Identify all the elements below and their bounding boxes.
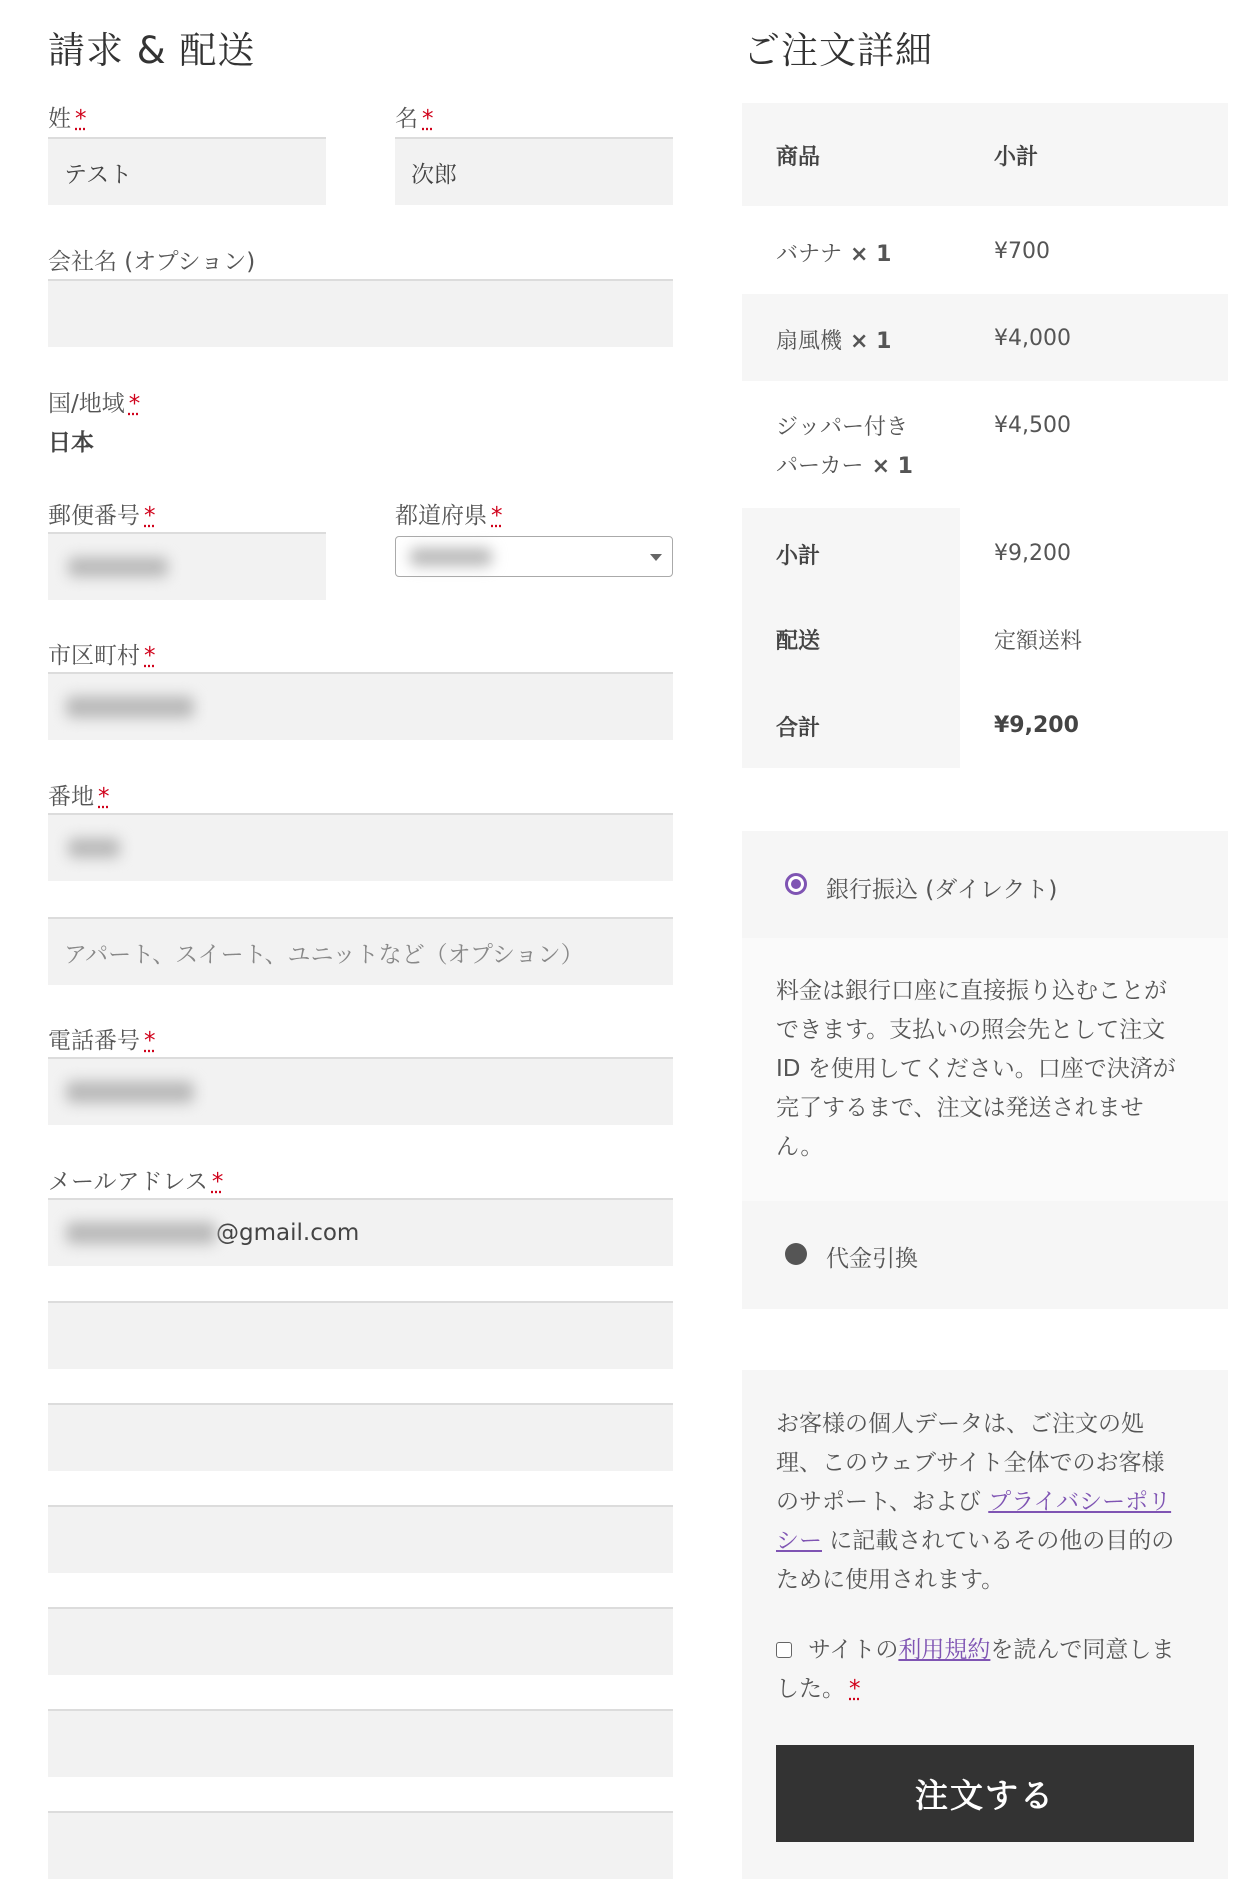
- shipping-label: 配送: [776, 629, 821, 654]
- terms-checkbox[interactable]: [776, 1642, 792, 1658]
- shipping-value: 定額送料: [994, 629, 1083, 654]
- email-input[interactable]: [48, 1198, 673, 1266]
- column-header-subtotal: 小計: [994, 145, 1039, 170]
- company-label: 会社名 (オプション): [48, 249, 256, 275]
- redacted-value: [68, 838, 120, 858]
- extra-field[interactable]: [48, 1709, 673, 1777]
- city-input[interactable]: [48, 672, 673, 740]
- column-header-product: 商品: [776, 145, 821, 170]
- billing-heading: 請求 & 配送: [48, 29, 256, 72]
- city-label: 市区町村 *: [48, 643, 156, 669]
- prefecture-select[interactable]: [395, 536, 673, 577]
- item-quantity: × 1: [850, 329, 892, 354]
- item-quantity: × 1: [871, 454, 913, 479]
- last-name-input[interactable]: テスト: [48, 137, 326, 205]
- extra-field[interactable]: [48, 1811, 673, 1879]
- privacy-policy-link[interactable]: プライバシーポリ: [988, 1489, 1172, 1515]
- required-mark: *: [211, 1169, 224, 1195]
- order-item-name-line2: パーカー × 1: [776, 454, 913, 479]
- required-mark: *: [491, 503, 503, 529]
- extra-field[interactable]: [48, 1505, 673, 1573]
- order-item-name-line1: ジッパー付き: [776, 415, 909, 440]
- required-mark: *: [144, 643, 156, 669]
- required-mark: *: [128, 391, 141, 417]
- bank-transfer-description: 料金は銀行口座に直接振り込むことが できます。支払いの照会先として注文 ID を使用してください。口座で決済が 完了するまで、注文は発送されませ ん。: [776, 978, 1176, 1160]
- email-label: メールアドレス *: [48, 1169, 224, 1195]
- order-item-price: ¥4,500: [994, 413, 1071, 438]
- redacted-value: [66, 1222, 216, 1244]
- required-mark: *: [98, 784, 110, 810]
- first-name-input[interactable]: 次郎: [395, 137, 673, 205]
- last-name-label: 姓 *: [48, 106, 87, 132]
- first-name-label: 名 *: [395, 106, 434, 132]
- required-mark: *: [144, 1028, 156, 1054]
- radio-dot: [791, 879, 801, 889]
- bank-transfer-radio[interactable]: [785, 873, 807, 895]
- item-quantity: × 1: [850, 242, 892, 267]
- extra-field[interactable]: [48, 1403, 673, 1471]
- terms-label[interactable]: サイトの利用規約を読んで同意しま: [808, 1637, 1175, 1663]
- prefecture-label: 都道府県 *: [395, 503, 503, 529]
- extra-field[interactable]: [48, 1301, 673, 1369]
- required-mark: *: [422, 106, 434, 132]
- terms-label-line2: した。 *: [776, 1676, 861, 1702]
- total-value: ¥9,200: [994, 713, 1079, 738]
- cod-radio[interactable]: [785, 1243, 807, 1265]
- address-input[interactable]: [48, 813, 673, 881]
- phone-input[interactable]: [48, 1057, 673, 1125]
- redacted-value: [66, 1081, 194, 1103]
- subtotal-label: 小計: [776, 544, 821, 569]
- required-mark: *: [75, 106, 87, 132]
- postcode-label: 郵便番号 *: [48, 503, 156, 529]
- chevron-down-icon: [650, 554, 662, 561]
- email-domain: @gmail.com: [216, 1220, 360, 1246]
- redacted-value: [410, 548, 492, 566]
- order-item-price: ¥700: [994, 239, 1050, 264]
- phone-label: 電話番号 *: [48, 1028, 156, 1054]
- totals-label-column: [742, 508, 960, 768]
- subtotal-value: ¥9,200: [994, 541, 1071, 566]
- terms-link[interactable]: 利用規約: [898, 1637, 991, 1663]
- required-mark: *: [144, 503, 156, 529]
- extra-field[interactable]: [48, 1607, 673, 1675]
- redacted-value: [68, 557, 168, 577]
- order-item-price: ¥4,000: [994, 326, 1071, 351]
- company-input[interactable]: [48, 279, 673, 347]
- address2-input[interactable]: アパート、スイート、ユニットなど（オプション）: [48, 917, 673, 985]
- bank-transfer-label[interactable]: 銀行振込 (ダイレクト): [826, 877, 1058, 903]
- address-label: 番地 *: [48, 784, 110, 810]
- order-item-name: バナナ × 1: [776, 242, 892, 267]
- privacy-text: お客様の個人データは、ご注文の処 理、このウェブサイト全体でのお客様 のサポート、および プライバシーポリ シー に記載されているその他の目的の ために使用されます。: [776, 1411, 1175, 1593]
- privacy-policy-link-cont[interactable]: シー: [776, 1528, 822, 1554]
- order-heading: ご注文詳細: [743, 29, 933, 72]
- country-value: 日本: [48, 430, 94, 456]
- postcode-input[interactable]: [48, 532, 326, 600]
- place-order-button[interactable]: 注文する: [776, 1745, 1194, 1842]
- country-label: 国/地域 *: [48, 391, 141, 417]
- cod-label[interactable]: 代金引換: [826, 1246, 918, 1272]
- required-mark: *: [849, 1676, 861, 1702]
- redacted-value: [66, 696, 194, 718]
- order-item-name: 扇風機 × 1: [776, 329, 892, 354]
- total-label: 合計: [776, 716, 821, 741]
